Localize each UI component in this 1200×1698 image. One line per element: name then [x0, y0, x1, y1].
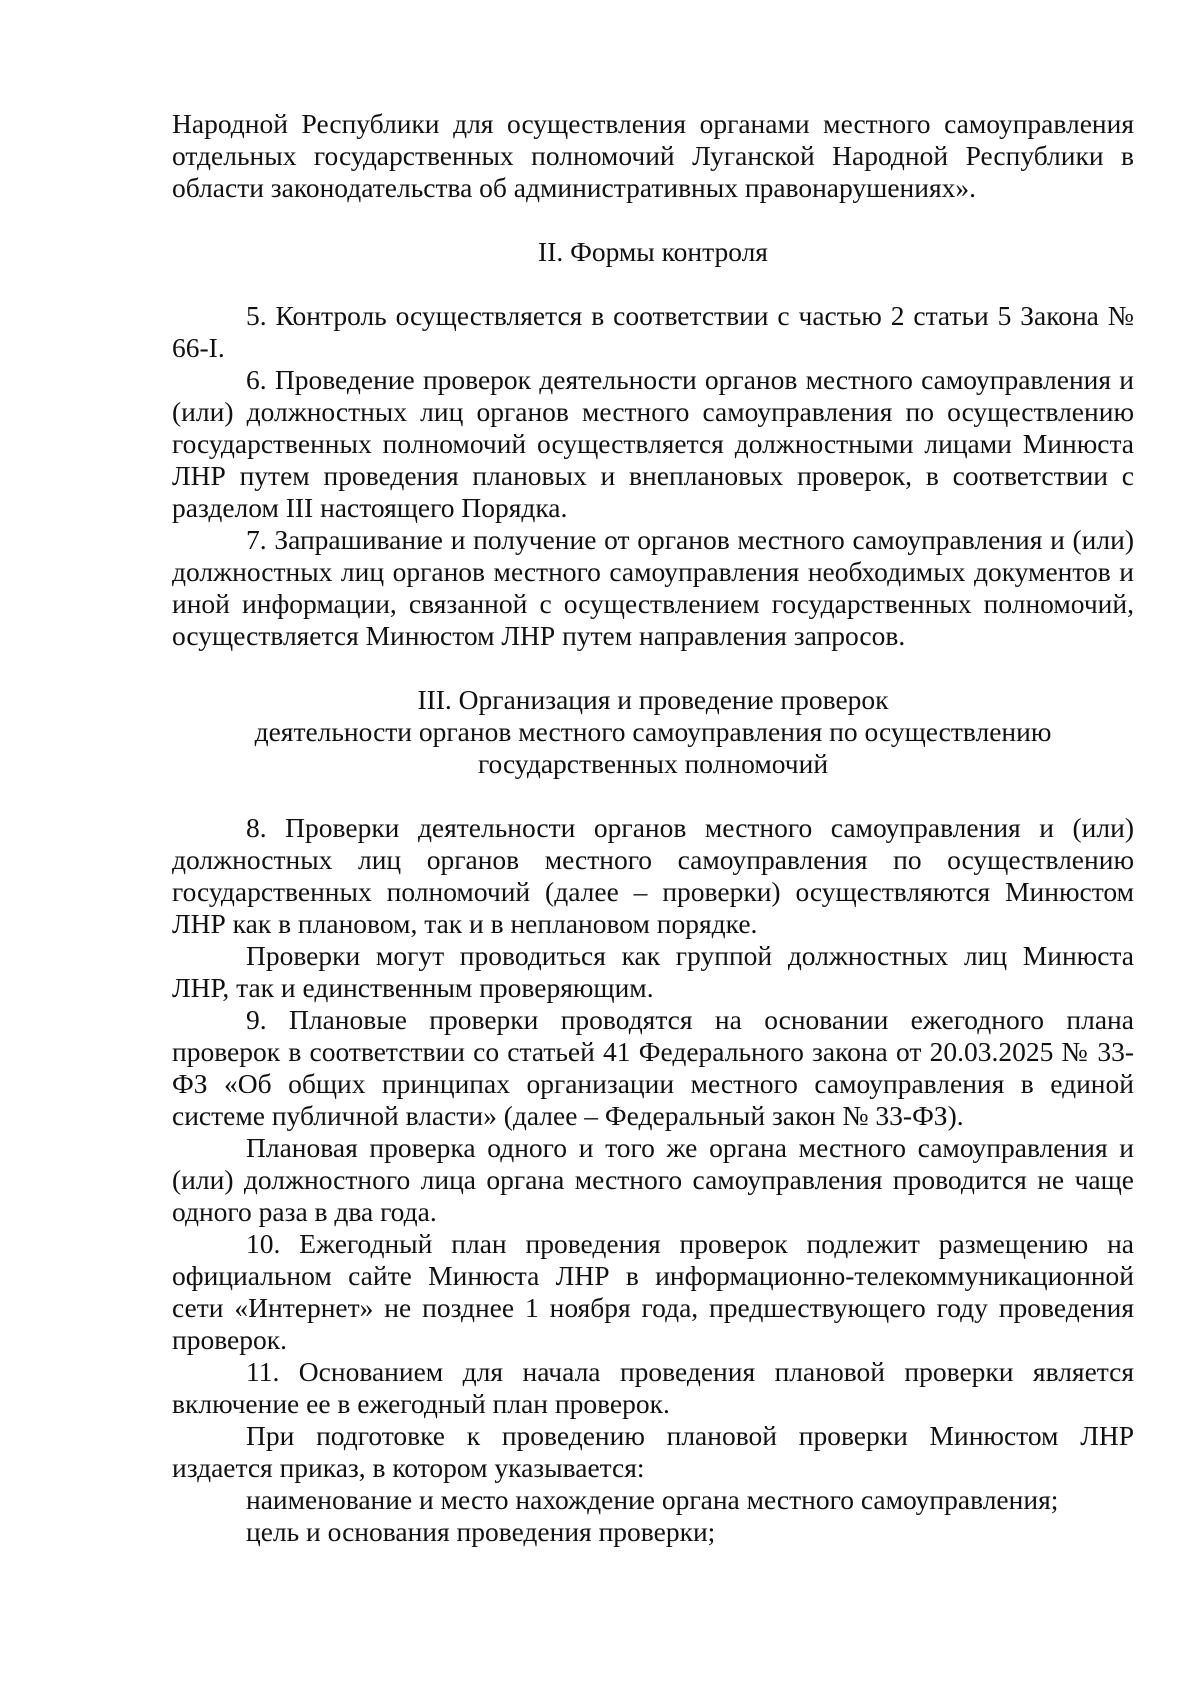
- spacer: [172, 204, 1134, 236]
- paragraph-8: 8. Проверки деятельности органов местного самоуправления и (или) должностных лиц органов местного самоуправления по осуществлению государственных полномочий (далее – проверки) осуществляются Минюстом ЛНР как в плановом, так и в неплановом порядке.: [172, 812, 1134, 939]
- intro-paragraph: Народной Республики для осуществления органами местного самоуправления отдельных государственных полномочий Луганской Народной Республики в области законодательства об административных правонарушениях».: [172, 108, 1134, 203]
- section-3-heading-line: государственных полномочий: [477, 748, 829, 779]
- section-3-heading: [172, 684, 1134, 780]
- paragraph-11: 11. Основанием для начала проведения плановой проверки является включение ее в ежегодный план проверок.: [172, 1356, 1134, 1419]
- paragraph-9-continued: Плановая проверка одного и того же органа местного самоуправления и (или) должностного лица органа местного самоуправления проводится не чаще одного раза в два года.: [172, 1132, 1134, 1227]
- list-item: цель и основания проведения проверки;: [246, 1516, 716, 1547]
- paragraph-11-continued: При подготовке к проведению плановой проверки Минюстом ЛНР издается приказ, в котором указывается:: [172, 1420, 1134, 1483]
- spacer: [172, 652, 1134, 684]
- document-body: [172, 108, 1134, 1548]
- paragraph-9: 9. Плановые проверки проводятся на основании ежегодного плана проверок в соответствии со статьей 41 Федерального закона от 20.03.2025 № 33-ФЗ «Об общих принципах организации местного самоуправления в единой системе публичной власти» (далее – Федеральный закон № 33-ФЗ).: [172, 1004, 1134, 1131]
- section-3-heading-line: III. Организация и проведение проверок: [417, 684, 889, 715]
- paragraph-6: 6. Проведение проверок деятельности органов местного самоуправления и (или) должностных лиц органов местного самоуправления по осуществлению государственных полномочий осуществляется должностными лицами Минюста ЛНР путем проведения плановых и внеплановых проверок, в соответствии с разделом III настоящего Порядка.: [172, 364, 1134, 523]
- list-item: наименование и место нахождение органа местного самоуправления;: [246, 1484, 1059, 1515]
- paragraph-7: 7. Запрашивание и получение от органов местного самоуправления и (или) должностных лиц органов местного самоуправления необходимых документов и иной информации, связанной с осуществлением государственных полномочий, осуществляется Минюстом ЛНР путем направления запросов.: [172, 524, 1134, 651]
- paragraph-8-continued: Проверки могут проводиться как группой должностных лиц Минюста ЛНР, так и единственным проверяющим.: [172, 940, 1134, 1003]
- spacer: [172, 780, 1134, 812]
- section-2-heading: II. Формы контроля: [538, 236, 768, 267]
- section-3-heading-line: деятельности органов местного самоуправления по осуществлению: [254, 716, 1052, 747]
- paragraph-10: 10. Ежегодный план проведения проверок подлежит размещению на официальном сайте Минюста ЛНР в информационно-телекоммуникационной сети «Интернет» не позднее 1 ноября года, предшествующего году проведения проверок.: [172, 1228, 1134, 1355]
- spacer: [172, 268, 1134, 300]
- paragraph-5: 5. Контроль осуществляется в соответствии с частью 2 статьи 5 Закона № 66-I.: [172, 300, 1134, 363]
